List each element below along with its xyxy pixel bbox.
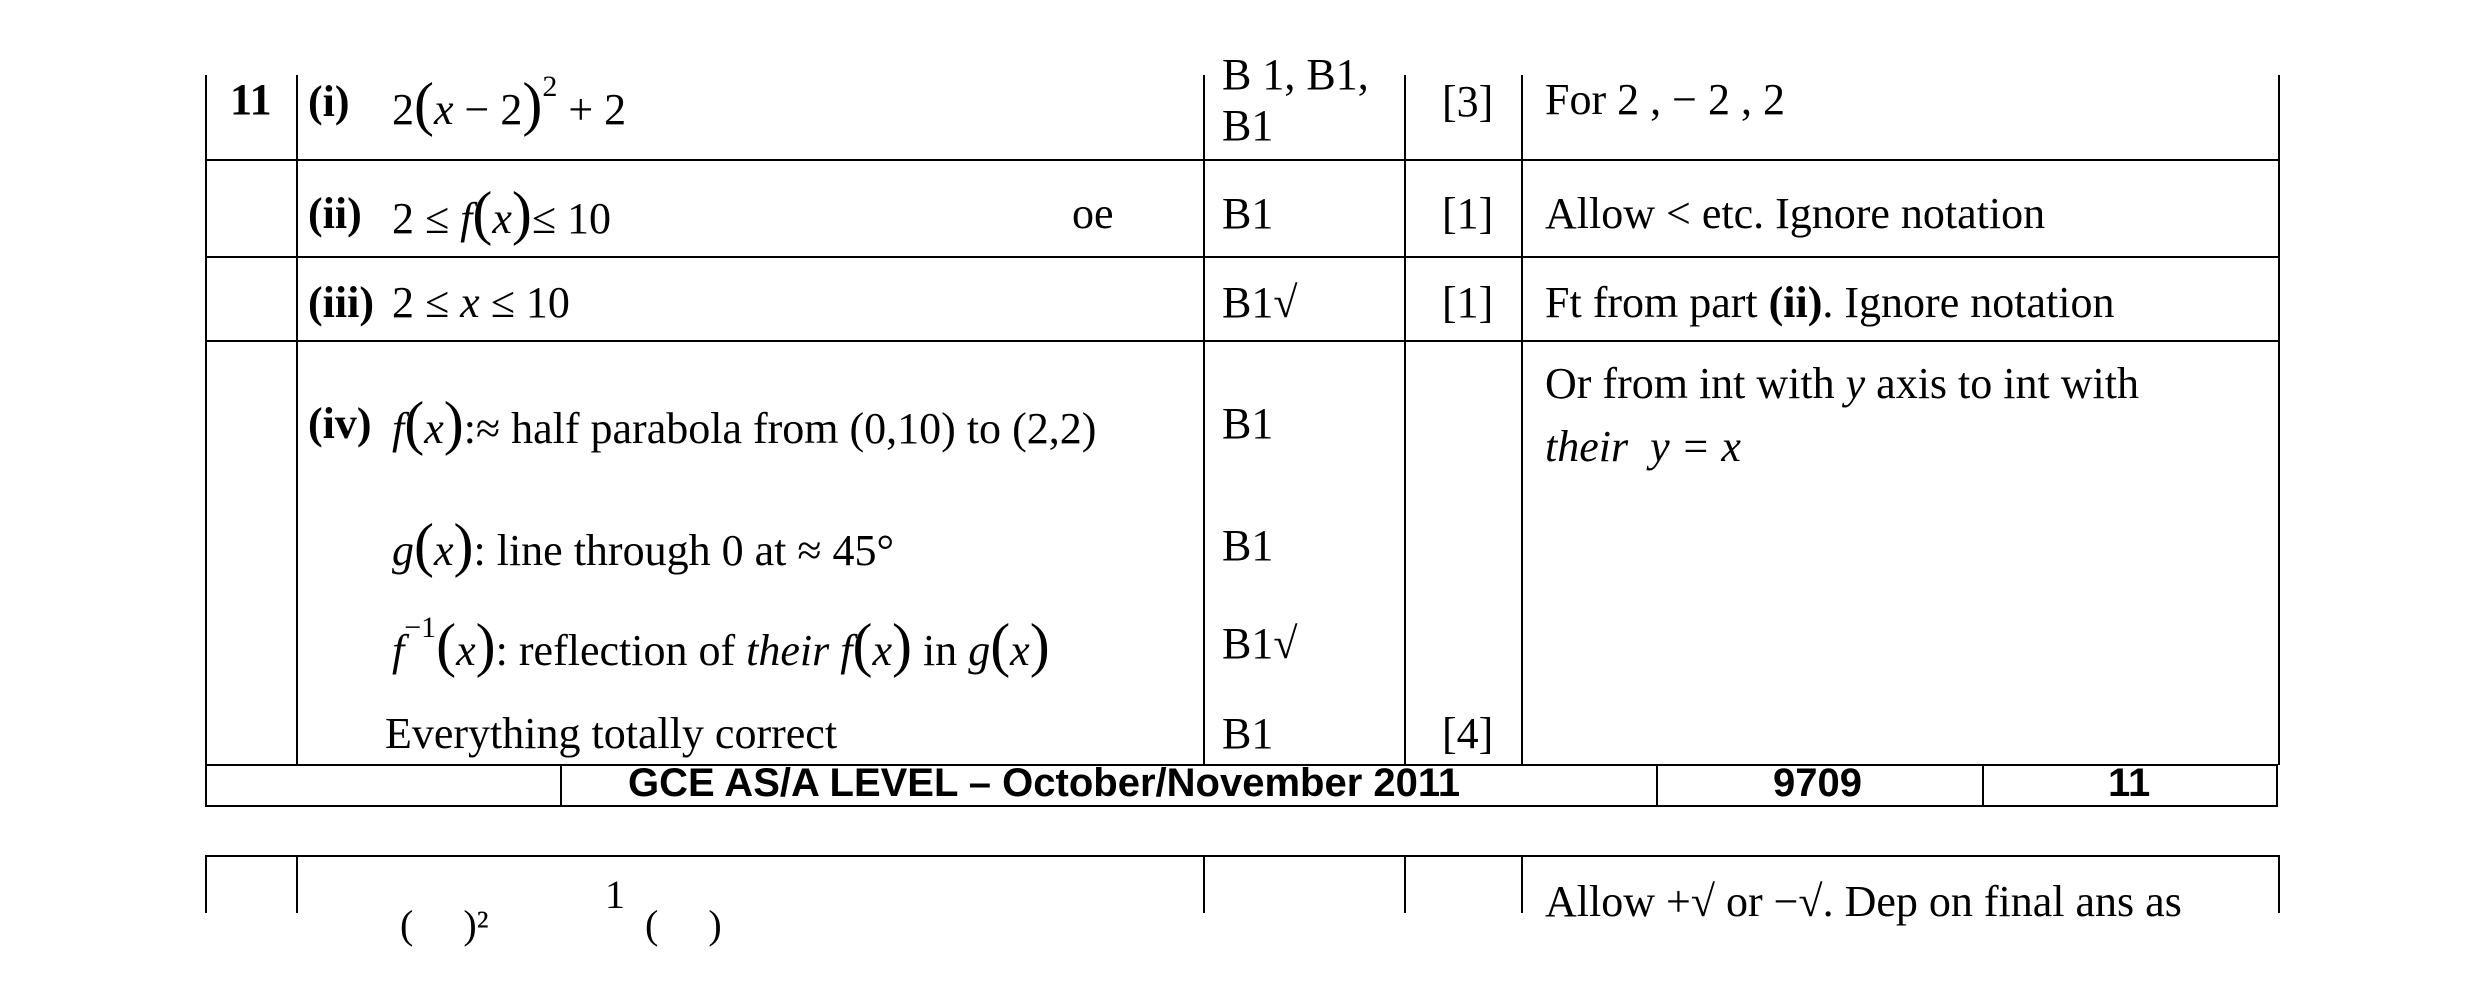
marks-iv-line2: B1 (1222, 521, 1274, 570)
col-divider-part (296, 75, 298, 765)
next-answer-brackets-left: ( )² (400, 902, 489, 947)
total-ii: [1] (1442, 189, 1494, 238)
marks-iv-line4: B1 (1222, 709, 1274, 758)
header-strip-div2 (1656, 764, 1658, 807)
col-divider-guidance (1521, 75, 1523, 765)
answer-iv-line3: $f^{-1}(x)$: reflection of their f(x) in g(x) (392, 611, 1050, 678)
total-iii: [1] (1442, 278, 1494, 327)
part-label-iv: (iv) (308, 399, 372, 448)
next-answer-fraction-numerator: 1 (605, 872, 625, 917)
part-label-i: (i) (308, 77, 350, 126)
paper-number: 11 (2108, 761, 2151, 805)
total-iv: [4] (1442, 709, 1494, 758)
part-label-iii: (iii) (308, 278, 374, 327)
answer-iv-line4: Everything totally correct (385, 709, 838, 758)
next-col-guidance (1521, 855, 1523, 913)
syllabus-code: 9709 (1773, 761, 1862, 805)
marks-i-top: B 1, B1, (1222, 50, 1369, 99)
total-i: [3] (1442, 77, 1494, 126)
header-strip-left (205, 764, 207, 807)
answer-iv-line2: g(x): line through 0 at ≈ 45° (392, 512, 895, 578)
guidance-iv-line2: their y = x (1545, 422, 1741, 471)
answer-iv-line1: f(x):≈ half parabola from (0,10) to (2,2) (392, 390, 1097, 456)
part-label-ii: (ii) (308, 189, 362, 238)
next-table-top (205, 855, 2278, 857)
guidance-ii: Allow < etc. Ignore notation (1545, 189, 2046, 238)
next-col-part (296, 855, 298, 913)
header-strip-bottom (205, 805, 2278, 807)
answer-i: $2(x - 2)^2 + 2$ (392, 70, 627, 137)
next-answer-brackets-right: ( ) (645, 902, 722, 947)
answer-ii-oe: oe (1072, 189, 1114, 238)
next-right-border (2278, 855, 2280, 913)
col-divider-marks (1203, 75, 1205, 765)
next-guidance: Allow +√ or −√. Dep on final ans as (1545, 877, 2182, 926)
header-strip-right (2276, 764, 2278, 807)
marks-iv-line3: B1√ (1222, 619, 1298, 668)
marks-iv-line1: B1 (1222, 399, 1274, 448)
next-col-marks (1203, 855, 1205, 913)
answer-ii: 2 ≤ f(x)≤ 10 (392, 180, 612, 246)
next-left-border (205, 855, 207, 913)
marks-ii: B1 (1222, 189, 1274, 238)
next-answer-clip (380, 870, 800, 947)
row-divider-ii (205, 159, 2278, 161)
table-right-border (2278, 75, 2280, 765)
guidance-iii: Ft from part (ii). Ignore notation (1545, 278, 2115, 327)
table-left-border (205, 75, 207, 765)
answer-iii: 2 ≤ x ≤ 10 (392, 278, 570, 327)
row-divider-iv (205, 340, 2278, 342)
exam-title: GCE AS/A LEVEL – October/November 2011 (628, 761, 1461, 805)
marks-iii: B1√ (1222, 278, 1298, 327)
guidance-iv-line1: Or from int with y axis to int with (1545, 359, 2139, 408)
col-divider-total (1404, 75, 1406, 765)
next-col-total (1404, 855, 1406, 913)
marks-i-bottom: B1 (1222, 101, 1274, 150)
header-strip-div3 (1982, 764, 1984, 807)
row-divider-iii (205, 256, 2278, 258)
question-number: 11 (230, 75, 272, 124)
marks-i-top-clip (1222, 50, 1392, 99)
guidance-i: For 2 , − 2 , 2 (1545, 75, 1785, 124)
header-strip-div1 (560, 764, 562, 807)
next-guidance-clip (1540, 870, 2275, 926)
